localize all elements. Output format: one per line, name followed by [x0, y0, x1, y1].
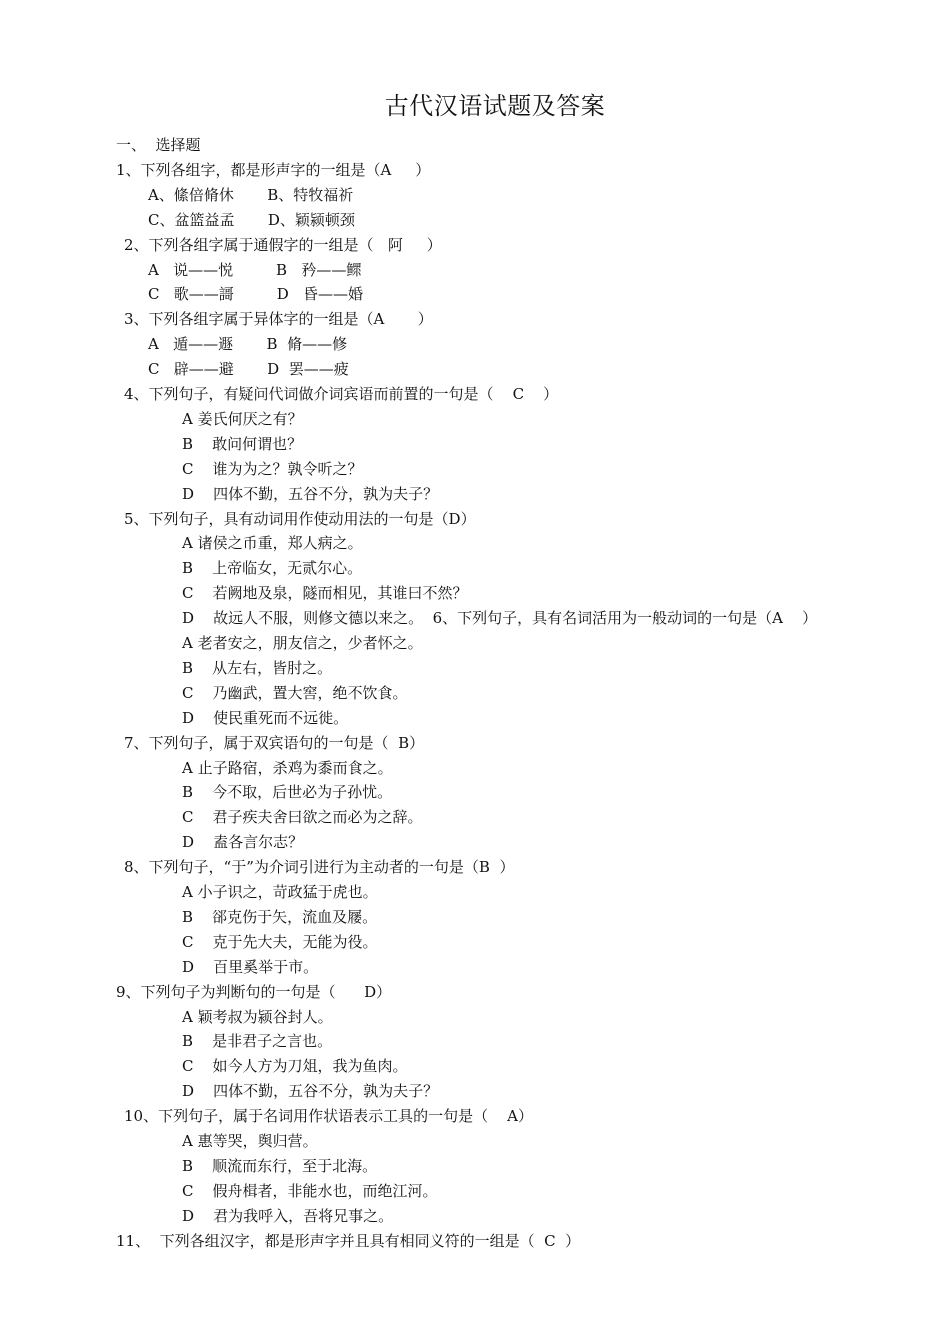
text-line: A 姜氏何厌之有？ — [182, 409, 303, 428]
text-line: C 君子疾夫舍曰欲之而必为之辞。 — [182, 808, 423, 827]
text-line: A 诸侯之币重，郑人病之。 — [182, 534, 363, 553]
text-line: B 是非君子之言也。 — [182, 1032, 333, 1051]
text-line: C 乃幽武，置大窖，绝不饮食。 — [182, 683, 408, 702]
text-line: C 谁为为之？孰令听之？ — [182, 459, 363, 478]
text-line: 3、下列各组字属于异体字的一组是（A ） — [124, 310, 433, 329]
text-line: A 小子识之，苛政猛于虎也。 — [182, 883, 378, 901]
text-line: B 今不取，后世必为子孙忧。 — [182, 783, 393, 802]
text-line: C 若阙地及泉，隧而相见，其谁曰不然？ — [182, 584, 468, 603]
text-line: A 老者安之，朋友信之，少者怀之。 — [182, 634, 423, 652]
text-line: 1、下列各组字，都是形声字的一组是（A ） — [116, 160, 431, 179]
text-line: A 说——悦 B 矜——鳏 — [148, 260, 362, 279]
text-line: B 上帝临女，无贰尔心。 — [182, 559, 363, 578]
text-line: A、絛倍脩休 B、特牧福祈 — [148, 185, 354, 204]
text-line: C 假舟楫者，非能水也，而绝江河。 — [182, 1181, 438, 1200]
text-line: B 郤克伤于矢，流血及屦。 — [182, 907, 378, 926]
text-line: 11、 下列各组汉字，都是形声字并且具有相同义符的一组是（ C ） — [116, 1231, 581, 1250]
text-line: C 辟——避 D 罢——疲 — [148, 360, 349, 379]
text-line: B 从左右，皆肘之。 — [182, 658, 333, 677]
text-line: D 四体不勤，五谷不分，孰为夫子？ — [182, 1082, 439, 1101]
text-line: D 君为我呼入，吾将兄事之。 — [182, 1206, 394, 1225]
text-line: D 故远人不服，则修文德以来之。 6、下列句子，具有名词活用为一般动词的一句是（A ） — [182, 609, 818, 628]
text-line: D 盍各言尔志？ — [182, 833, 304, 852]
text-line: 5、下列句子，具有动词用作使动用法的一句是（D） — [124, 509, 476, 528]
text-line: C 歌——謌 D 昏——婚 — [148, 285, 364, 304]
text-line: 4、下列句子，有疑问代词做介词宾语而前置的一句是（ C ） — [124, 385, 559, 403]
text-line: A 颖考叔为颍谷封人。 — [182, 1007, 333, 1026]
text-line: B 敢问何谓也？ — [182, 434, 303, 453]
page-title: 古代汉语试题及答案 — [384, 92, 606, 120]
text-line: 9、下列句子为判断句的一句是（ D） — [116, 982, 392, 1001]
text-line: C、盆篮益孟 D、颖颍顿颈 — [148, 210, 355, 229]
text-line: 7、下列句子，属于双宾语句的一句是（ B） — [124, 733, 425, 752]
text-line: D 百里奚举于市。 — [182, 957, 319, 976]
text-line: 2、下列各组字属于通假字的一组是（ 阿 ） — [124, 235, 442, 254]
text-line: C 克于先大夫，无能为役。 — [182, 932, 378, 951]
text-line: A 惠等哭，舆归营。 — [182, 1132, 318, 1150]
text-line: 8、下列句子，“于”为介词引进行为主动者的一句是（B ） — [124, 858, 515, 877]
text-line: D 使民重死而不远徙。 — [182, 708, 349, 727]
text-line: A 遁——遯 B 脩——修 — [148, 335, 348, 354]
text-line: B 顺流而东行，至于北海。 — [182, 1156, 378, 1175]
text-line: C 如今人方为刀俎，我为鱼肉。 — [182, 1057, 408, 1076]
text-line: 10、下列句子，属于名词用作状语表示工具的一句是（ A） — [124, 1107, 533, 1126]
text-line: A 止子路宿，杀鸡为黍而食之。 — [182, 758, 393, 777]
text-line: 一、 选择题 — [116, 136, 201, 154]
text-line: D 四体不勤，五谷不分，孰为夫子？ — [182, 484, 439, 503]
